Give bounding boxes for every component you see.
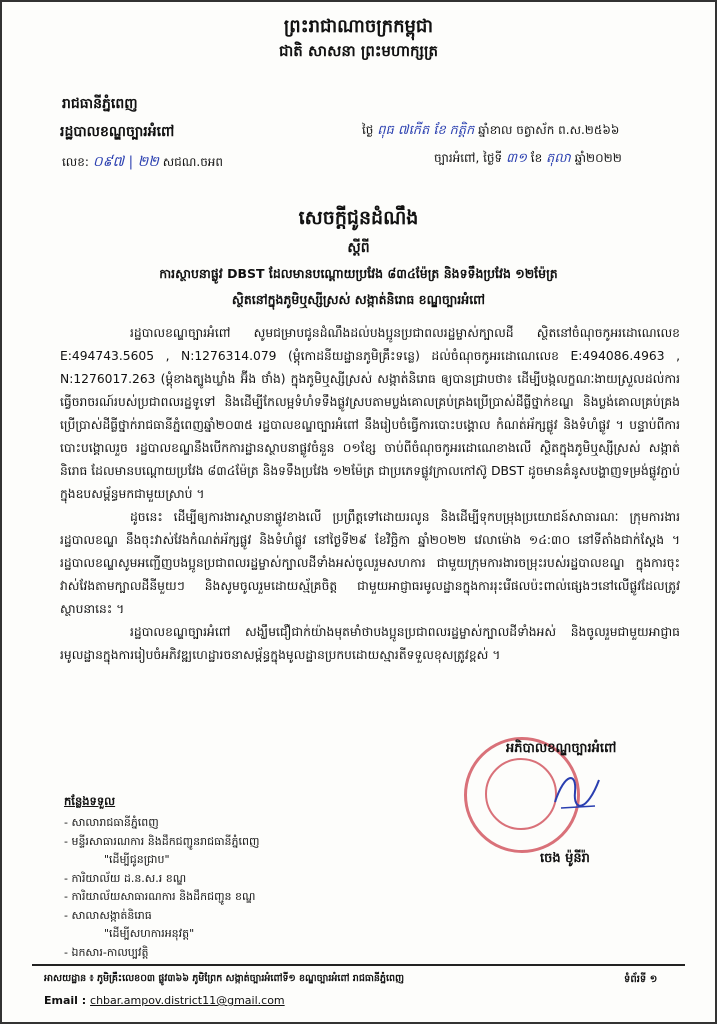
solar-prefix: ច្បារអំពៅ, ថ្ងៃទី bbox=[434, 151, 503, 165]
lunar-date bbox=[362, 122, 619, 141]
lunar-suffix: ឆ្នាំខាល ចត្វាស័ក ព.ស.២៥៦៦ bbox=[478, 123, 620, 137]
lunar-prefix: ថ្ងៃ bbox=[362, 123, 374, 137]
footer-address: អាសយដ្ឋាន ៖ ភូមិគ្រឹះលេខ០៣ ផ្លូវ៣៦៦ ភូមិព្រែក សង្កាត់ច្បារអំពៅទី១ ខណ្ឌច្បារអំពៅ រាជធានីភ្នំពេញ bbox=[44, 973, 405, 984]
org-district: រដ្ឋបាលខណ្ឌច្បារអំពៅ bbox=[60, 124, 175, 140]
cc-heading: កន្លែងទទួល bbox=[64, 794, 116, 808]
cc-item: - មន្ទីរសាធារណការ និងដឹកជញ្ជូនរាជធានីភ្នំពេញ bbox=[64, 834, 260, 848]
email-label: Email : bbox=[44, 994, 87, 1007]
notice-subject-line1: ការស្ថាបនាផ្លូវ DBST ដែលមានបណ្តោយប្រវែង ៨៣៤ម៉ែត្រ និងទទឹងប្រវែង ១២ម៉ែត្រ bbox=[159, 266, 558, 281]
cc-item-note: "ដើម្បីសហការអនុវត្ត" bbox=[104, 927, 195, 940]
notice-subject-line2: ស្ថិតនៅក្នុងភូមិឬស្សីស្រស់ សង្កាត់និរោធ ខណ្ឌច្បារអំពៅ bbox=[231, 292, 486, 307]
notice-title: សេចក្តីជូនដំណឹង bbox=[298, 207, 419, 229]
ref-suffix: សជណ.ចអព bbox=[162, 155, 224, 169]
body-paragraph-3: រដ្ឋបាលខណ្ឌច្បារអំពៅ សង្ឃឹមជឿជាក់យ៉ាងមុតមាំថាបងប្អូនប្រជាពលរដ្ឋម្ចាស់ក្បាលដីទាំងអស់ និងចូលរួមជាមួយអាជ្ញាធរមូលដ្ឋានក្នុងការរៀបចំអភិវឌ្ឍហេដ្ឋារចនាសម្ព័ន្ធក្នុងមូលដ្ឋានប្រកបដោយស្មារតីទទួលខុសត្រូវខ្ពស់ ។ bbox=[60, 625, 680, 662]
cc-item: - ការិយាល័យ ដ.ន.ស.រ ខណ្ឌ bbox=[64, 871, 187, 885]
solar-month-label: ខែ bbox=[530, 151, 543, 165]
kingdom-heading: ព្រះរាជាណាចក្រកម្ពុជា bbox=[283, 16, 434, 37]
national-motto: ជាតិ សាសនា ព្រះមហាក្សត្រ bbox=[279, 42, 438, 60]
notice-about: ស្តីពី bbox=[347, 240, 370, 256]
signatory-title: អភិបាលខណ្ឌច្បារអំពៅ bbox=[506, 741, 617, 756]
page-number: ទំព័រទី ១ bbox=[624, 974, 658, 985]
cc-item: - សាលាសង្កាត់និរោធ bbox=[64, 908, 152, 922]
cc-item: - ឯកសារ-កាលប្បវត្តិ bbox=[64, 945, 149, 959]
body-paragraph-1: រដ្ឋបាលខណ្ឌច្បារអំពៅ សូមជម្រាបជូនដំណឹងដល់បងប្អូនប្រជាពលរដ្ឋម្ចាស់ក្បាលដី ស្ថិតនៅចំណុចកូអរដោណេលេខ E:494743.5605 , N:1276314.079 (ម្តុំកោដនីយដ្ឋានភូមិគ្រឹះទន្លេ) ដល់ចំណុចកូអរដោណេលេខ E:494086.4963 , N:1276017.263 (ម្តុំខាងត្បូងឃ្លាំង អ៊ីង ថាំង) ក្នុងភូមិឬស្សីស្រស់ សង្កាត់និរោធ ឲ្យបានជ្រាបថា៖ ដើម្បីបង្កលក្ខណៈងាយស្រួលដល់ការធ្វើចរាចរណ៍របស់ប្រជាពលរដ្ឋទូទៅ និងដើម្បីកែលម្អទំហំទទឹងផ្លូវស្របតាមប្លង់គោលគ្រប់គ្រងប្រើប្រាស់ដីធ្លីថ្នាក់ខណ្ឌ និងប្លង់គោលគ្រប់គ្រងប្រើប្រាស់ដីធ្លីថ្នាក់រាជធានីភ្នំពេញឆ្នាំ២០៣៥ រដ្ឋបាលខណ្ឌច្បារអំពៅ នឹងរៀបចំធ្វើការបោះបង្គោល កំណត់អ័ក្សផ្លូវ និងទំហំផ្លូវ ។ បន្ទាប់ពីការបោះបង្គោលរួច រដ្ឋបាលខណ្ឌនឹងបើកការដ្ឋានស្ថាបនាផ្លូវចំនួន ០១ខ្សែ ចាប់ពីចំណុចកូអរដោណេខាងលើ ស្ថិតក្នុងភូមិឬស្សីស្រស់ សង្កាត់និរោធ ដែលមានបណ្តោយប្រវែង ៨៣៤ម៉ែត្រ និងទទឹងប្រវែង ១២ម៉ែត្រ ជាប្រភេទផ្លូវក្រាលកៅស៊ូ DBST ដូចមានគំនូសបង្ហាញទម្រង់ផ្លូវភ្ជាប់ក្នុងឧបសម្ព័ន្ធមកជាមួយស្រាប់ ។ bbox=[60, 326, 680, 501]
ref-number-handwritten: ០៩៧ | ២២ bbox=[92, 154, 159, 170]
org-capital: រាជធានីភ្នំពេញ bbox=[62, 96, 138, 112]
signatory-name: ចេង ម៉ូនីរ៉ា bbox=[540, 851, 590, 866]
ref-label: លេខ: bbox=[62, 155, 89, 169]
solar-date bbox=[434, 150, 622, 169]
footer-divider bbox=[32, 964, 685, 966]
cc-list bbox=[64, 814, 259, 962]
solar-day-handwritten: ៣១ bbox=[505, 151, 527, 166]
lunar-handwritten: ពុធ ៧កើត ខែ bbox=[377, 123, 446, 138]
handwritten-signature bbox=[547, 762, 607, 822]
solar-year: ឆ្នាំ២០២២ bbox=[574, 151, 622, 165]
cc-item: - ការិយាល័យសាធារណការ និងដឹកជញ្ជូន ខណ្ឌ bbox=[64, 890, 256, 903]
reference-number bbox=[62, 152, 223, 173]
lunar-month-handwritten: កត្តិក bbox=[449, 123, 475, 138]
email-address-link[interactable]: chbar.ampov.district11@gmail.com bbox=[90, 994, 285, 1007]
body-paragraph-2: ដូចនេះ ដើម្បីឲ្យការងារស្ថាបនាផ្លូវខាងលើ ប្រព្រឹត្តទៅដោយរលូន និងដើម្បីទុកបម្រុងប្រយោជន៍សាធារណៈ ក្រុមការងាររដ្ឋបាលខណ្ឌ នឹងចុះវាស់វែងកំណត់អ័ក្សផ្លូវ និងទំហំផ្លូវ នៅថ្ងៃទី២៩ ខែវិច្ឆិកា ឆ្នាំ២០២២ វេលាម៉ោង ១៤:៣០ នៅទីតាំងជាក់ស្តែង ។ រដ្ឋបាលខណ្ឌសូមអញ្ជើញបងប្អូនប្រជាពលរដ្ឋម្ចាស់ក្បាលដីទាំងអស់ចូលរួមសហការ ជាមួយក្រុមការងារចម្រុះរបស់រដ្ឋបាលខណ្ឌ ក្នុងការចុះវាស់វែងតាមក្បាលដីនីមួយៗ និងសូមចូលរួមដោយស្ម័គ្រចិត្ត ជាមួយអាជ្ញាធរមូលដ្ឋានក្នុងការរុះរើផលប៉ះពាល់ផ្សេងៗនៅលើផ្លូវដែលត្រូវស្ថាបនានេះ ។ bbox=[60, 510, 680, 616]
cc-item: - សាលារាជធានីភ្នំពេញ bbox=[64, 816, 159, 829]
solar-month-handwritten: តុលា bbox=[546, 151, 571, 166]
cc-item-note: "ដើម្បីជូនជ្រាប" bbox=[104, 853, 170, 866]
footer-email bbox=[44, 994, 285, 1007]
notice-body bbox=[60, 322, 680, 667]
